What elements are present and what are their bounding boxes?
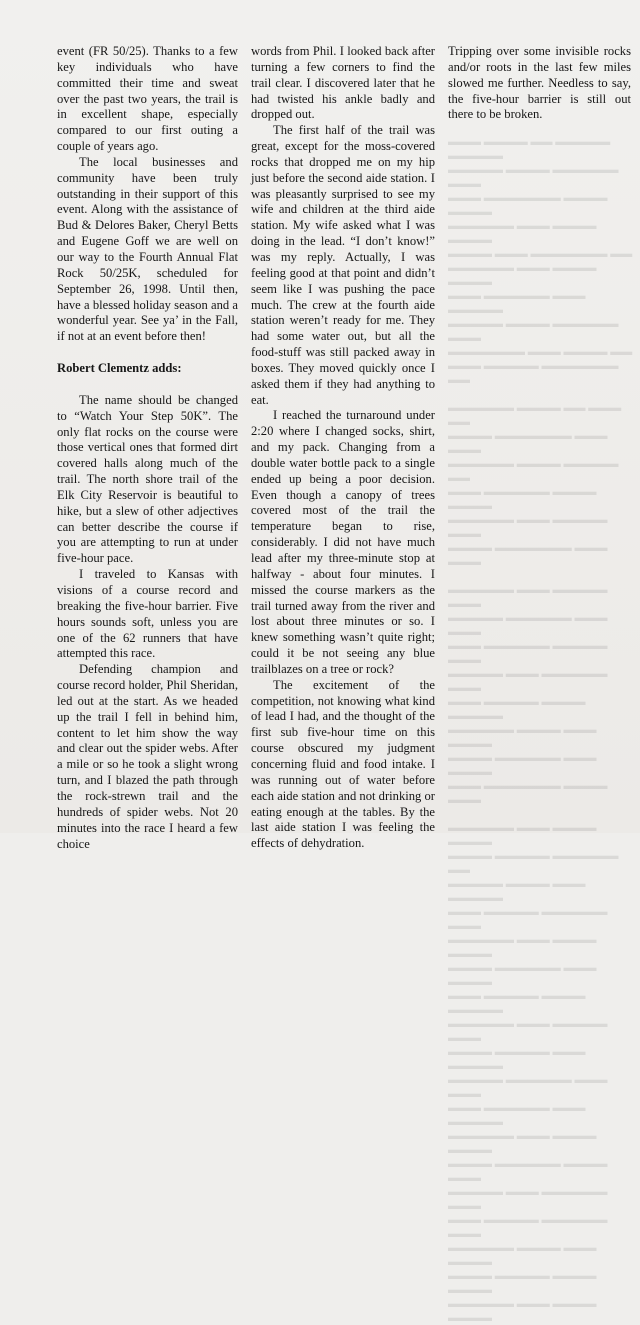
column-1 (57, 44, 238, 852)
paragraph: Defending champion and course record holder, Phil Sheridan, led out at the start. As we headed up the trail I fell in behind him, content to let him show the way and clear out the spider webs. After a mile or so he took a slight wrong turn, and I blazed the path through the rock-strewn trail and the hundreds of spider webs. Not 20 minutes into the race I heard a few choice (57, 662, 238, 851)
show-through-text: ▬▬▬ ▬▬▬▬ ▬▬ ▬▬▬▬▬ ▬▬▬▬▬ ▬▬▬▬▬ ▬▬▬▬ ▬▬▬▬▬▬ ▬▬▬ ▬▬▬ ▬▬▬▬▬▬▬ ▬▬▬▬ ▬▬▬▬ ▬▬▬▬▬▬ ▬▬▬ ▬▬▬▬ ▬▬▬▬ ▬▬▬▬ ▬▬▬ ▬▬▬▬▬▬▬ ▬▬ ▬▬▬▬▬▬ ▬▬▬ ▬▬▬▬ ▬▬▬▬ ▬▬▬ ▬▬▬▬▬▬ ▬▬▬ ▬▬▬▬▬ ▬▬▬▬▬ ▬▬▬▬ ▬▬▬▬▬▬ ▬▬▬ ▬▬▬▬▬▬▬ ▬▬▬ ▬▬▬▬ ▬▬ ▬▬▬ ▬▬▬▬▬ ▬▬▬▬▬▬▬ ▬▬ ▬▬▬▬▬▬ ▬▬▬▬ ▬▬ ▬▬▬ ▬▬ ▬▬▬▬ ▬▬▬▬▬▬▬ ▬▬▬ ▬▬▬ ▬▬▬▬▬▬ ▬▬▬▬ ▬▬▬▬▬ ▬▬ ▬▬▬ ▬▬▬▬▬▬ ▬▬▬▬ ▬▬▬▬ ▬▬▬▬▬▬ ▬▬▬ ▬▬▬▬▬ ▬▬▬ ▬▬▬▬ ▬▬▬▬▬▬▬ ▬▬▬ ▬▬▬ ▬▬▬▬▬▬ ▬▬▬ ▬▬▬▬▬ ▬▬▬ ▬▬▬▬▬ ▬▬▬▬▬▬ ▬▬▬ ▬▬▬ ▬▬▬ ▬▬▬▬▬▬ ▬▬▬▬▬ ▬▬▬ ▬▬▬▬▬ ▬▬▬ ▬▬▬▬▬▬ ▬▬▬ ▬▬▬ ▬▬▬▬▬ ▬▬▬▬ ▬▬▬▬▬ ▬▬▬▬▬▬ ▬▬▬▬ ▬▬▬ ▬▬▬▬ ▬▬▬▬ ▬▬▬▬▬▬ ▬▬▬ ▬▬▬▬ ▬▬▬ ▬▬▬▬▬▬▬ ▬▬▬▬ ▬▬▬ ▬▬▬▬▬▬ ▬▬▬ ▬▬▬▬ ▬▬▬▬ ▬▬▬▬ ▬▬▬▬▬ ▬▬▬▬▬▬ ▬▬ ▬▬▬▬▬ ▬▬▬▬ ▬▬▬ ▬▬▬▬▬ ▬▬▬ ▬▬▬▬▬ ▬▬▬▬▬▬ ▬▬▬ ▬▬▬▬▬▬ ▬▬▬ ▬▬▬▬ ▬▬▬▬ ▬▬▬▬ ▬▬▬▬▬▬ ▬▬▬ ▬▬▬▬ ▬▬▬ ▬▬▬▬▬ ▬▬▬▬ ▬▬▬▬▬ ▬▬▬▬▬▬ ▬▬▬ ▬▬▬▬▬ ▬▬▬ ▬▬▬▬ ▬▬▬▬▬ ▬▬▬ ▬▬▬▬▬ ▬▬▬▬▬ ▬▬▬▬▬▬ ▬▬▬ ▬▬▬ ▬▬▬ ▬▬▬▬▬▬ ▬▬▬ ▬▬▬▬▬ ▬▬▬▬▬▬ ▬▬▬ ▬▬▬▬ ▬▬▬▬ ▬▬▬▬ ▬▬▬▬▬▬ ▬▬▬▬ ▬▬▬ ▬▬▬▬▬ ▬▬▬ ▬▬▬▬▬▬ ▬▬▬ ▬▬▬ ▬▬▬▬▬ ▬▬▬▬▬▬ ▬▬▬ ▬▬▬▬▬▬ ▬▬▬▬ ▬▬▬ ▬▬▬▬ ▬▬▬▬ ▬▬▬▬▬ ▬▬▬▬ ▬▬▬▬ ▬▬▬▬▬▬ ▬▬▬ ▬▬▬▬ ▬▬▬▬ (448, 136, 633, 1324)
paragraph: Tripping over some invisible rocks and/or roots in the last few miles slowed me further. Needless to say, the five-hour barrier is still out there to be broken. (448, 44, 631, 122)
paragraph: The name should be changed to “Watch Your Step 50K”. The only flat rocks on the course were those vertical ones that formed dirt covered halls along much of the trail. The north shore trail of the Elk City Reservoir is beautiful to hike, but a slew of other adjectives can better describe the course if you are attempting to run at under five-hour pace. (57, 392, 238, 566)
paragraph: event (FR 50/25). Thanks to a few key individuals who have committed their time and sweat over the past two years, the trail is in excellent shape, especially compared to our first outing a couple of years ago. (57, 44, 238, 154)
paragraph: The local businesses and community have been truly outstanding in their support of this event. Along with the assistance of Bud & Delores Baker, Cheryl Betts and Eugene Goff we are well on our way to the Fourth Annual Flat Rock 50/25K, scheduled for September 26, 1998. Until then, have a blessed holiday season and a wonderful year. See ya’ in the Fall, if not at an event before then! (57, 154, 238, 344)
paragraph: words from Phil. I looked back after turning a few corners to find the trail clear. I discovered later that he had twisted his ankle badly and dropped out. (251, 44, 435, 122)
paragraph: I traveled to Kansas with visions of a course record and breaking the five-hour barrier. Five hours sounds soft, unless you are one of the 62 runners that have attempted this race. (57, 567, 238, 661)
paragraph: The excitement of the competition, not knowing what kind of lead I had, and the thought of the first sub five-hour time on this course obscured my judgment concerning fluid and food intake. I was running out of water before each aide station and not drinking or eating enough at the tables. By the last aide station I was feeling the effects of dehydration. (251, 677, 435, 851)
column-2 (251, 44, 435, 852)
paragraph: The first half of the trail was great, except for the moss-covered rocks that dropped me on my hip just before the second aide station. I was pleasantly surprised to see my wife and children at the third aide station. My wife asked what I was doing in the lead. “I don’t know!” was my reply. Actually, I was feeling good at that point and didn’t seem like I was pushing the pace much. The crew at the fourth aide station weren’t ready for me. They had some water out, but all the food-stuff was still packed away in boxes. They moved quickly once I asked them if they had anything to eat. (251, 123, 435, 407)
paragraph: I reached the turnaround under 2:20 where I changed socks, shirt, and my pack. Changing from a double water bottle pack to a single ended up being a poor decision. Even though a canopy of trees covered most of the trail the temperature began to rise, considerably. I did not have much lead after my three-minute stop at halfway - about four minutes. I missed the course markers as the trail turned away from the river and lost about three minutes or so. I knew something wasn’t quite right; could it be not seeing any blue trailblazes on a tree or rock? (251, 408, 435, 676)
column-3 (448, 44, 631, 123)
section-heading: Robert Clementz adds: (57, 361, 182, 376)
